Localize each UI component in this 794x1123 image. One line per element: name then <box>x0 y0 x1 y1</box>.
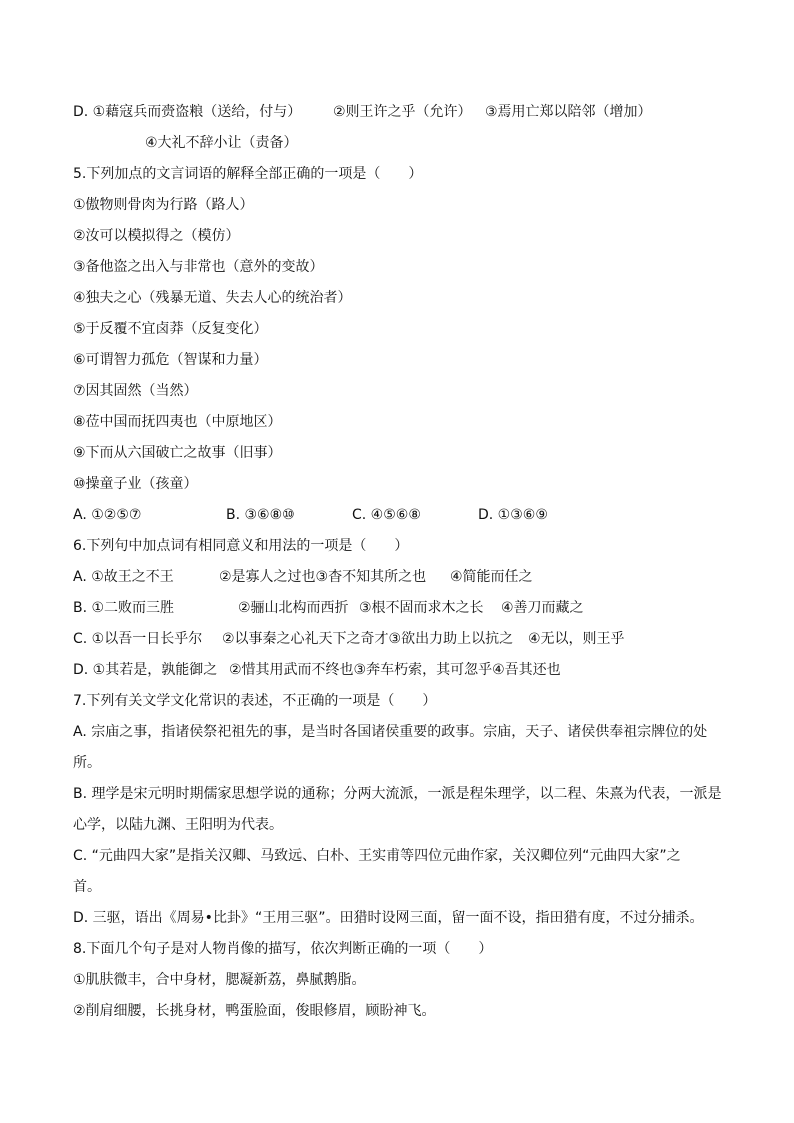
q6-option-b-part3: ③根不固而求木之长 <box>359 600 484 616</box>
q5-item: ⑥可谓智力孤危（智谋和力量） <box>73 352 268 368</box>
q6-option-a-part3: ④简能而任之 <box>450 569 533 585</box>
q7-option-b-cont: 心学，以陆九渊、王阳明为代表。 <box>73 817 283 833</box>
q7-option-a: A. 宗庙之事，指诸侯祭祀祖先的事，是当时各国诸侯重要的政事。宗庙，天子、诸侯供奉祖宗牌位的处 <box>73 724 708 740</box>
q6-option-d-part1: D. ①其若是，孰能御之 <box>73 662 218 678</box>
q6-option-b-part1: B. ①二败而三胜 <box>73 600 175 616</box>
q7-option-d: D. 三驱，语出《周易•比卦》“王用三驱”。田猎时设网三面，留一面不设，指田猎有度，不过分捕杀。 <box>73 910 704 926</box>
q5-item: ⑦因其固然（当然） <box>73 383 198 399</box>
q5-item: ⑧莅中国而抚四夷也（中原地区） <box>73 414 282 430</box>
q8-stem: 8.下面几个句子是对人物肖像的描写，依次判断正确的一项（ ） <box>73 941 493 957</box>
q7-stem: 7.下列有关文学文化常识的表述，不正确的一项是（ ） <box>73 693 437 709</box>
q7-option-c: C. “元曲四大家”是指关汉卿、马致远、白朴、王实甫等四位元曲作家，关汉卿位列“元曲四大家”之 <box>73 848 681 864</box>
q4-option-d-part2: ②则王许之乎（允许） <box>333 104 472 120</box>
q5-item: ⑤于反覆不宜卤莽（反复变化） <box>73 321 268 337</box>
q6-option-d-part2: ②惜其用武而不终也③奔车朽索，其可忽乎④吾其还也 <box>229 662 561 678</box>
q5-item: ⑨下而从六国破亡之故事（旧事） <box>73 445 282 461</box>
q6-option-b-part2: ②骊山北构而西折 <box>238 600 349 616</box>
q6-option-b-part4: ④善刀而藏之 <box>501 600 584 616</box>
q5-option-a: A. ①②⑤⑦ <box>73 507 142 523</box>
q5-item: ①傲物则骨肉为行路（路人） <box>73 197 254 213</box>
q5-item: ④独夫之心（残暴无道、失去人心的统治者） <box>73 290 352 306</box>
q7-option-a-cont: 所。 <box>73 755 101 771</box>
q8-item: ①肌肤微丰，合中身材，腮凝新荔，鼻腻鹅脂。 <box>73 972 366 988</box>
q8-item: ②削肩细腰，长挑身材，鸭蛋脸面，俊眼修眉，顾盼神飞。 <box>73 1003 436 1019</box>
q4-option-d-part4: ④大礼不辞小让（责备） <box>145 135 298 151</box>
q7-option-b: B. 理学是宋元明时期儒家思想学说的通称；分两大流派，一派是程朱理学，以二程、朱熹为代表，一派是 <box>73 786 722 802</box>
q5-item: ⑩操童子业（孩童） <box>73 476 198 492</box>
q5-item: ②汝可以模拟得之（模仿） <box>73 228 240 244</box>
q6-stem: 6.下列句中加点词有相同意义和用法的一项是（ ） <box>73 538 409 554</box>
q5-option-c: C. ④⑤⑥⑧ <box>352 507 421 523</box>
q7-option-c-cont: 首。 <box>73 879 101 895</box>
q5-item: ③备他盗之出入与非常也（意外的变故） <box>73 259 324 275</box>
q6-option-a-part2: ②是寡人之过也③杳不知其所之也 <box>219 569 427 585</box>
q4-option-d-part1: D. ①藉寇兵而赍盗粮（送给，付与） <box>73 104 302 120</box>
q6-option-c-part2: ②以事秦之心礼天下之奇才③欲出力助上以抗之 <box>222 631 514 647</box>
q5-option-d: D. ①③⑥⑨ <box>478 507 548 523</box>
q6-option-c-part3: ④无以，则王乎 <box>528 631 625 647</box>
q5-stem: 5.下列加点的文言词语的解释全部正确的一项是（ ） <box>73 166 423 182</box>
q4-option-d-part3: ③焉用亡郑以陪邻（增加） <box>485 104 652 120</box>
q6-option-c-part1: C. ①以吾一日长乎尔 <box>73 631 203 647</box>
q6-option-a-part1: A. ①故王之不王 <box>73 569 174 585</box>
q5-option-b: B. ③⑥⑧⑩ <box>226 507 295 523</box>
